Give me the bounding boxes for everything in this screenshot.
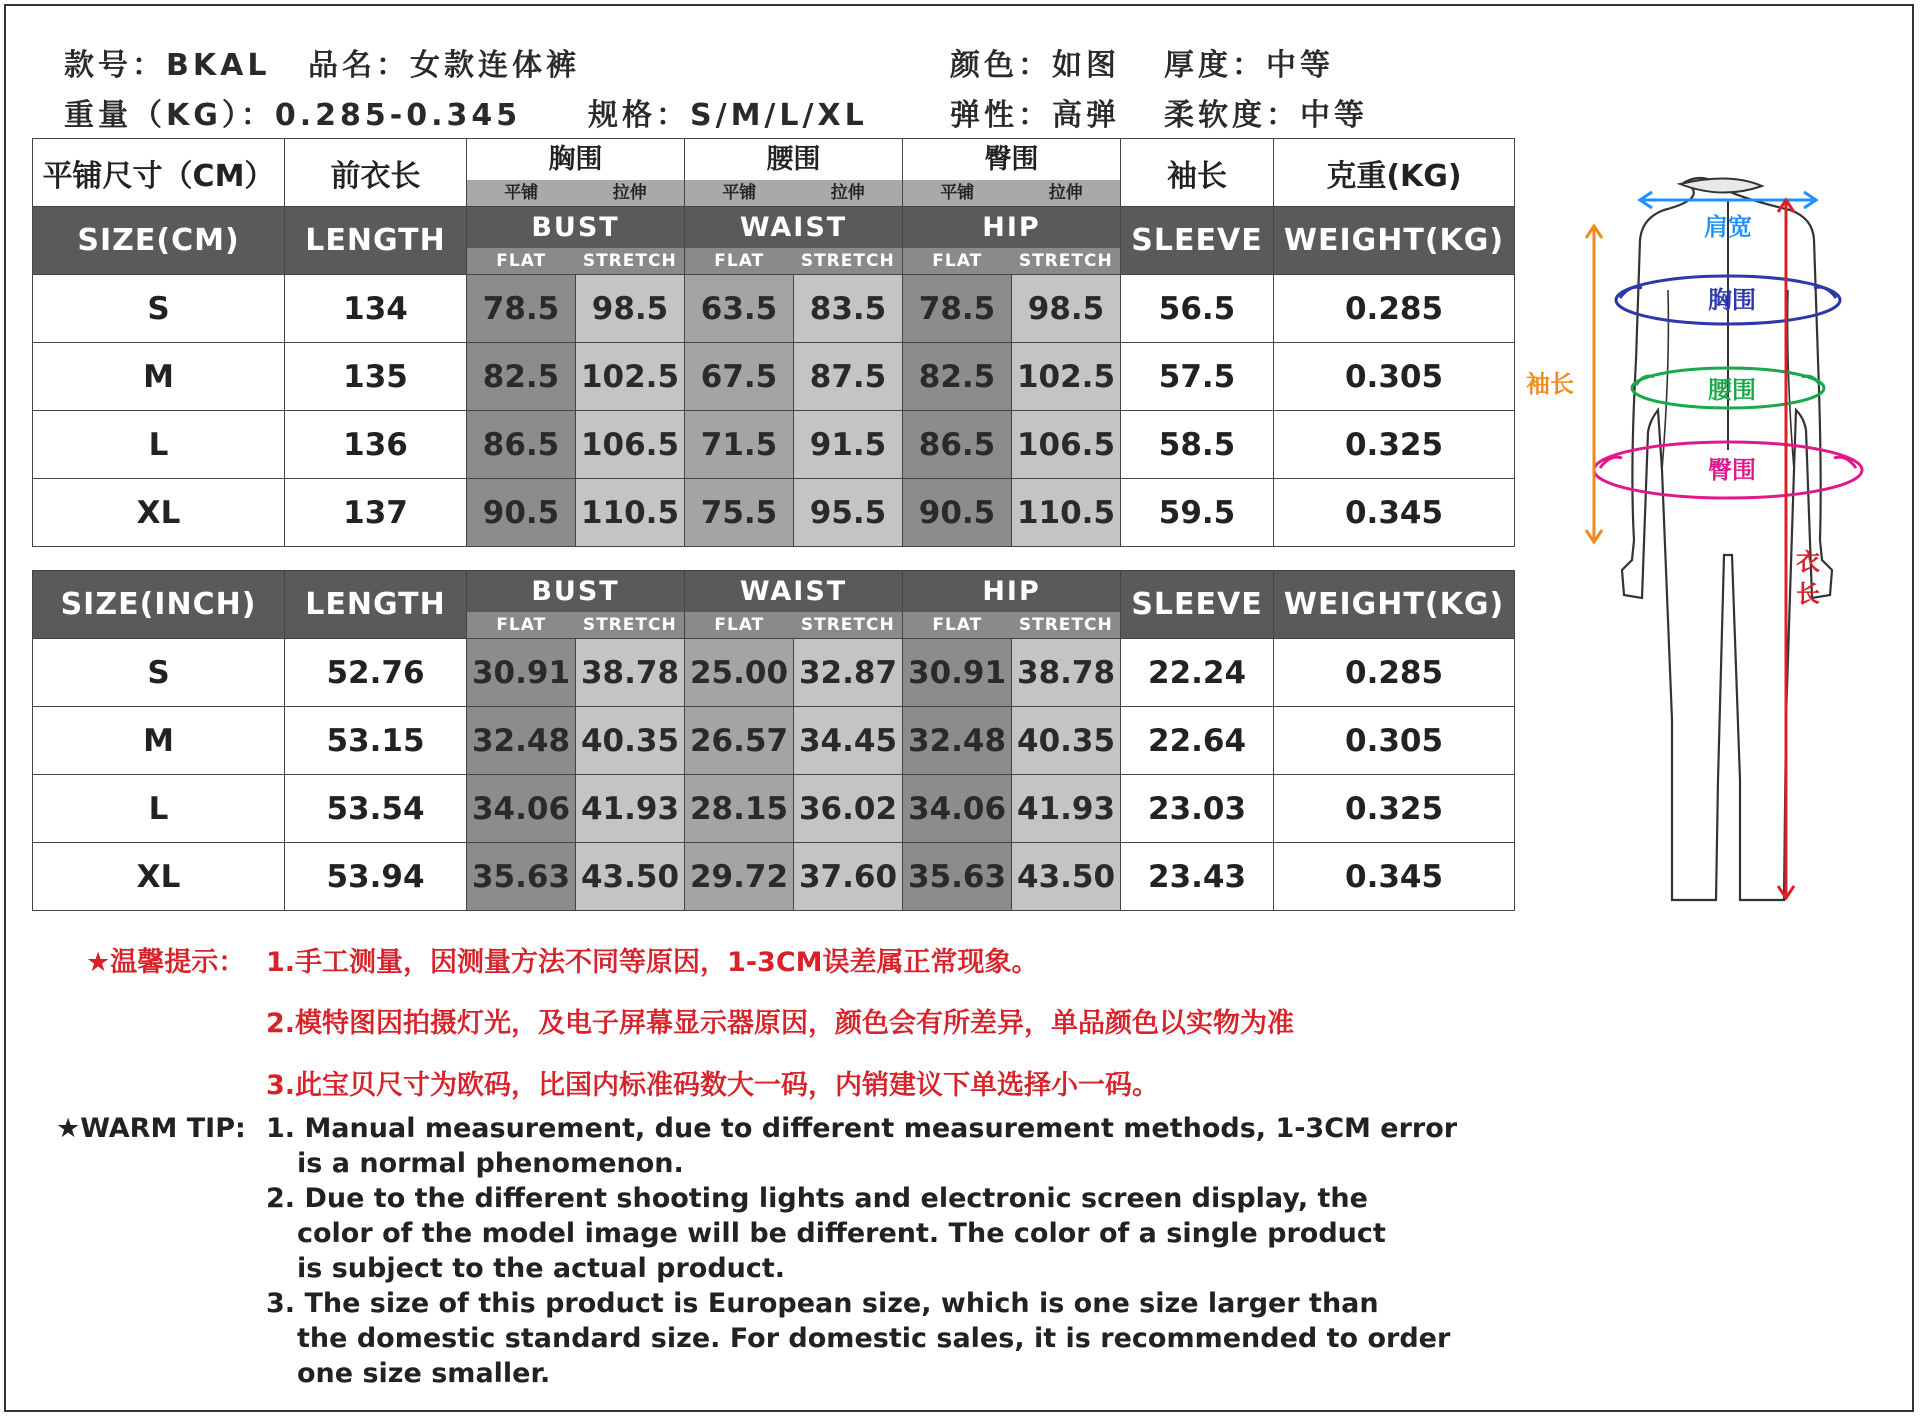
sleeve-length-arrow: [1586, 226, 1602, 542]
waist-label: 腰围: [1708, 376, 1756, 404]
size-cell: S: [33, 639, 285, 707]
bust-stretch-cell: 41.93: [576, 775, 685, 843]
hip-stretch-cell: 38.78: [1012, 639, 1121, 707]
tip-cn-3: 3.此宝贝尺寸为欧码，比国内标准码数大一码，内销建议下单选择小一码。: [266, 1070, 1160, 1101]
waist-stretch-cell: 91.5: [794, 411, 903, 479]
tip-en-line: one size smaller.: [297, 1358, 551, 1389]
sizes-info: 规格：S/M/L/XL: [588, 98, 868, 133]
color-info: 颜色：如图: [950, 48, 1120, 83]
weight-cell: 0.285: [1274, 639, 1515, 707]
tip-en-line: 1. Manual measurement, due to different measurement methods, 1-3CM error: [266, 1113, 1458, 1144]
tip-en-line: is subject to the actual product.: [297, 1253, 786, 1284]
bust-stretch-cell: 98.5: [576, 275, 685, 343]
table-row: [33, 275, 1515, 343]
hip-stretch-cell: 98.5: [1012, 275, 1121, 343]
waist-flat-cell: 29.72: [685, 843, 794, 911]
tip-en-line: 2. Due to the different shooting lights and electronic screen display, the: [266, 1183, 1368, 1214]
table-row: [33, 411, 1515, 479]
waist-stretch-cell: 83.5: [794, 275, 903, 343]
tip-en-line: 3. The size of this product is European size, which is one size larger than: [266, 1288, 1379, 1319]
tip-cn-2: 2.模特图因拍摄灯光，及电子屏幕显示器原因，颜色会有所差异，单品颜色以实物为准: [266, 1008, 1295, 1039]
cn-sleeve-header: 袖长: [1121, 139, 1274, 207]
tip-en-lead: ★WARM TIP:: [56, 1113, 246, 1144]
softness-info: 柔软度：中等: [1164, 98, 1368, 133]
hip-flat-cell: 30.91: [903, 639, 1012, 707]
waist-stretch-cell: 95.5: [794, 479, 903, 547]
bust-label: 胸围: [1708, 286, 1756, 314]
sleeve-cell: 58.5: [1121, 411, 1274, 479]
en-hip-header: HIP FLAT STRETCH: [903, 207, 1121, 275]
en-weight-header: WEIGHT(KG): [1274, 571, 1515, 639]
bust-stretch-cell: 106.5: [576, 411, 685, 479]
style-number: 款号：BKAL: [64, 48, 271, 83]
waist-stretch-cell: 34.45: [794, 707, 903, 775]
weight-info: 重量（KG）：0.285-0.345: [64, 98, 522, 133]
weight-cell: 0.345: [1274, 843, 1515, 911]
waist-flat-cell: 67.5: [685, 343, 794, 411]
bust-flat-cell: 34.06: [467, 775, 576, 843]
size-table-cm: [32, 138, 1515, 547]
hip-flat-cell: 35.63: [903, 843, 1012, 911]
waist-flat-cell: 71.5: [685, 411, 794, 479]
waist-stretch-cell: 87.5: [794, 343, 903, 411]
bust-flat-cell: 82.5: [467, 343, 576, 411]
bust-flat-cell: 90.5: [467, 479, 576, 547]
cn-waist-header: 腰围 平铺 拉伸: [685, 139, 903, 207]
bust-stretch-cell: 43.50: [576, 843, 685, 911]
sleeve-cell: 57.5: [1121, 343, 1274, 411]
bust-flat-cell: 86.5: [467, 411, 576, 479]
en-bust-header: BUST FLAT STRETCH: [467, 207, 685, 275]
jumpsuit-measurement-diagram: [1500, 170, 1880, 910]
waist-stretch-cell: 36.02: [794, 775, 903, 843]
hip-stretch-cell: 110.5: [1012, 479, 1121, 547]
hip-label: 臀围: [1708, 456, 1756, 484]
size-cell: S: [33, 275, 285, 343]
length-cell: 53.54: [285, 775, 467, 843]
length-cell: 52.76: [285, 639, 467, 707]
size-cell: XL: [33, 479, 285, 547]
sleeve-cell: 23.03: [1121, 775, 1274, 843]
size-cell: M: [33, 343, 285, 411]
bust-stretch-cell: 102.5: [576, 343, 685, 411]
size-cell: M: [33, 707, 285, 775]
en-length-header: LENGTH: [285, 571, 467, 639]
table-row: [33, 843, 1515, 911]
tip-cn-lead: ★温馨提示：: [86, 947, 246, 978]
bust-stretch-cell: 110.5: [576, 479, 685, 547]
en-weight-header: WEIGHT(KG): [1274, 207, 1515, 275]
tip-en-line: is a normal phenomenon.: [297, 1148, 684, 1179]
bust-flat-cell: 35.63: [467, 843, 576, 911]
table-row: [33, 775, 1515, 843]
sleeve-cell: 59.5: [1121, 479, 1274, 547]
sleeve-cell: 56.5: [1121, 275, 1274, 343]
length-cell: 135: [285, 343, 467, 411]
cn-length-header: 前衣长: [285, 139, 467, 207]
waist-stretch-cell: 37.60: [794, 843, 903, 911]
size-table-inch: [32, 570, 1515, 911]
bust-flat-cell: 32.48: [467, 707, 576, 775]
sleeve-cell: 22.24: [1121, 639, 1274, 707]
waist-flat-cell: 26.57: [685, 707, 794, 775]
en-sleeve-header: SLEEVE: [1121, 571, 1274, 639]
en-length-header: LENGTH: [285, 207, 467, 275]
weight-cell: 0.285: [1274, 275, 1515, 343]
sleeve-cell: 22.64: [1121, 707, 1274, 775]
bust-stretch-cell: 38.78: [576, 639, 685, 707]
en-size-header: SIZE(CM): [33, 207, 285, 275]
waist-flat-cell: 75.5: [685, 479, 794, 547]
cn-weight-header: 克重(KG): [1274, 139, 1515, 207]
length-cell: 136: [285, 411, 467, 479]
table-row: [33, 639, 1515, 707]
waist-flat-cell: 63.5: [685, 275, 794, 343]
hip-flat-cell: 32.48: [903, 707, 1012, 775]
en-waist-header: WAIST FLAT STRETCH: [685, 207, 903, 275]
shoulder-label: 肩宽: [1704, 213, 1752, 241]
tip-cn-1: 1.手工测量，因测量方法不同等原因，1-3CM误差属正常现象。: [266, 947, 1039, 978]
sleeve-cell: 23.43: [1121, 843, 1274, 911]
table-row: [33, 707, 1515, 775]
bust-flat-cell: 78.5: [467, 275, 576, 343]
hip-flat-cell: 86.5: [903, 411, 1012, 479]
bust-stretch-cell: 40.35: [576, 707, 685, 775]
hip-stretch-cell: 41.93: [1012, 775, 1121, 843]
cn-bust-header: 胸围 平铺 拉伸: [467, 139, 685, 207]
sleeve-length-label: 袖长: [1526, 370, 1574, 398]
weight-cell: 0.325: [1274, 775, 1515, 843]
waist-stretch-cell: 32.87: [794, 639, 903, 707]
size-cell: L: [33, 775, 285, 843]
thickness-info: 厚度：中等: [1164, 48, 1334, 83]
hip-flat-cell: 34.06: [903, 775, 1012, 843]
length-cell: 53.15: [285, 707, 467, 775]
cn-hip-header: 臀围 平铺 拉伸: [903, 139, 1121, 207]
length-cell: 53.94: [285, 843, 467, 911]
elasticity-info: 弹性：高弹: [950, 98, 1120, 133]
en-size-header: SIZE(INCH): [33, 571, 285, 639]
weight-cell: 0.305: [1274, 343, 1515, 411]
bust-flat-cell: 30.91: [467, 639, 576, 707]
tip-en-line: the domestic standard size. For domestic sales, it is recommended to order: [297, 1323, 1451, 1354]
hip-stretch-cell: 102.5: [1012, 343, 1121, 411]
en-hip-header: HIP FLAT STRETCH: [903, 571, 1121, 639]
hip-flat-cell: 78.5: [903, 275, 1012, 343]
product-name: 品名：女款连体裤: [308, 48, 580, 83]
hip-stretch-cell: 40.35: [1012, 707, 1121, 775]
weight-cell: 0.325: [1274, 411, 1515, 479]
en-waist-header: WAIST FLAT STRETCH: [685, 571, 903, 639]
length-cell: 134: [285, 275, 467, 343]
size-cell: XL: [33, 843, 285, 911]
waist-flat-cell: 25.00: [685, 639, 794, 707]
hip-flat-cell: 90.5: [903, 479, 1012, 547]
en-sleeve-header: SLEEVE: [1121, 207, 1274, 275]
hip-stretch-cell: 43.50: [1012, 843, 1121, 911]
tip-en-line: color of the model image will be different. The color of a single product: [297, 1218, 1386, 1249]
en-bust-header: BUST FLAT STRETCH: [467, 571, 685, 639]
hip-flat-cell: 82.5: [903, 343, 1012, 411]
hip-stretch-cell: 106.5: [1012, 411, 1121, 479]
size-cell: L: [33, 411, 285, 479]
weight-cell: 0.305: [1274, 707, 1515, 775]
weight-cell: 0.345: [1274, 479, 1515, 547]
body-length-label-2: 长: [1796, 580, 1820, 608]
table-row: [33, 343, 1515, 411]
cn-size-header: 平铺尺寸（CM）: [33, 139, 285, 207]
table-row: [33, 479, 1515, 547]
body-length-label-1: 衣: [1796, 548, 1820, 576]
waist-flat-cell: 28.15: [685, 775, 794, 843]
length-cell: 137: [285, 479, 467, 547]
